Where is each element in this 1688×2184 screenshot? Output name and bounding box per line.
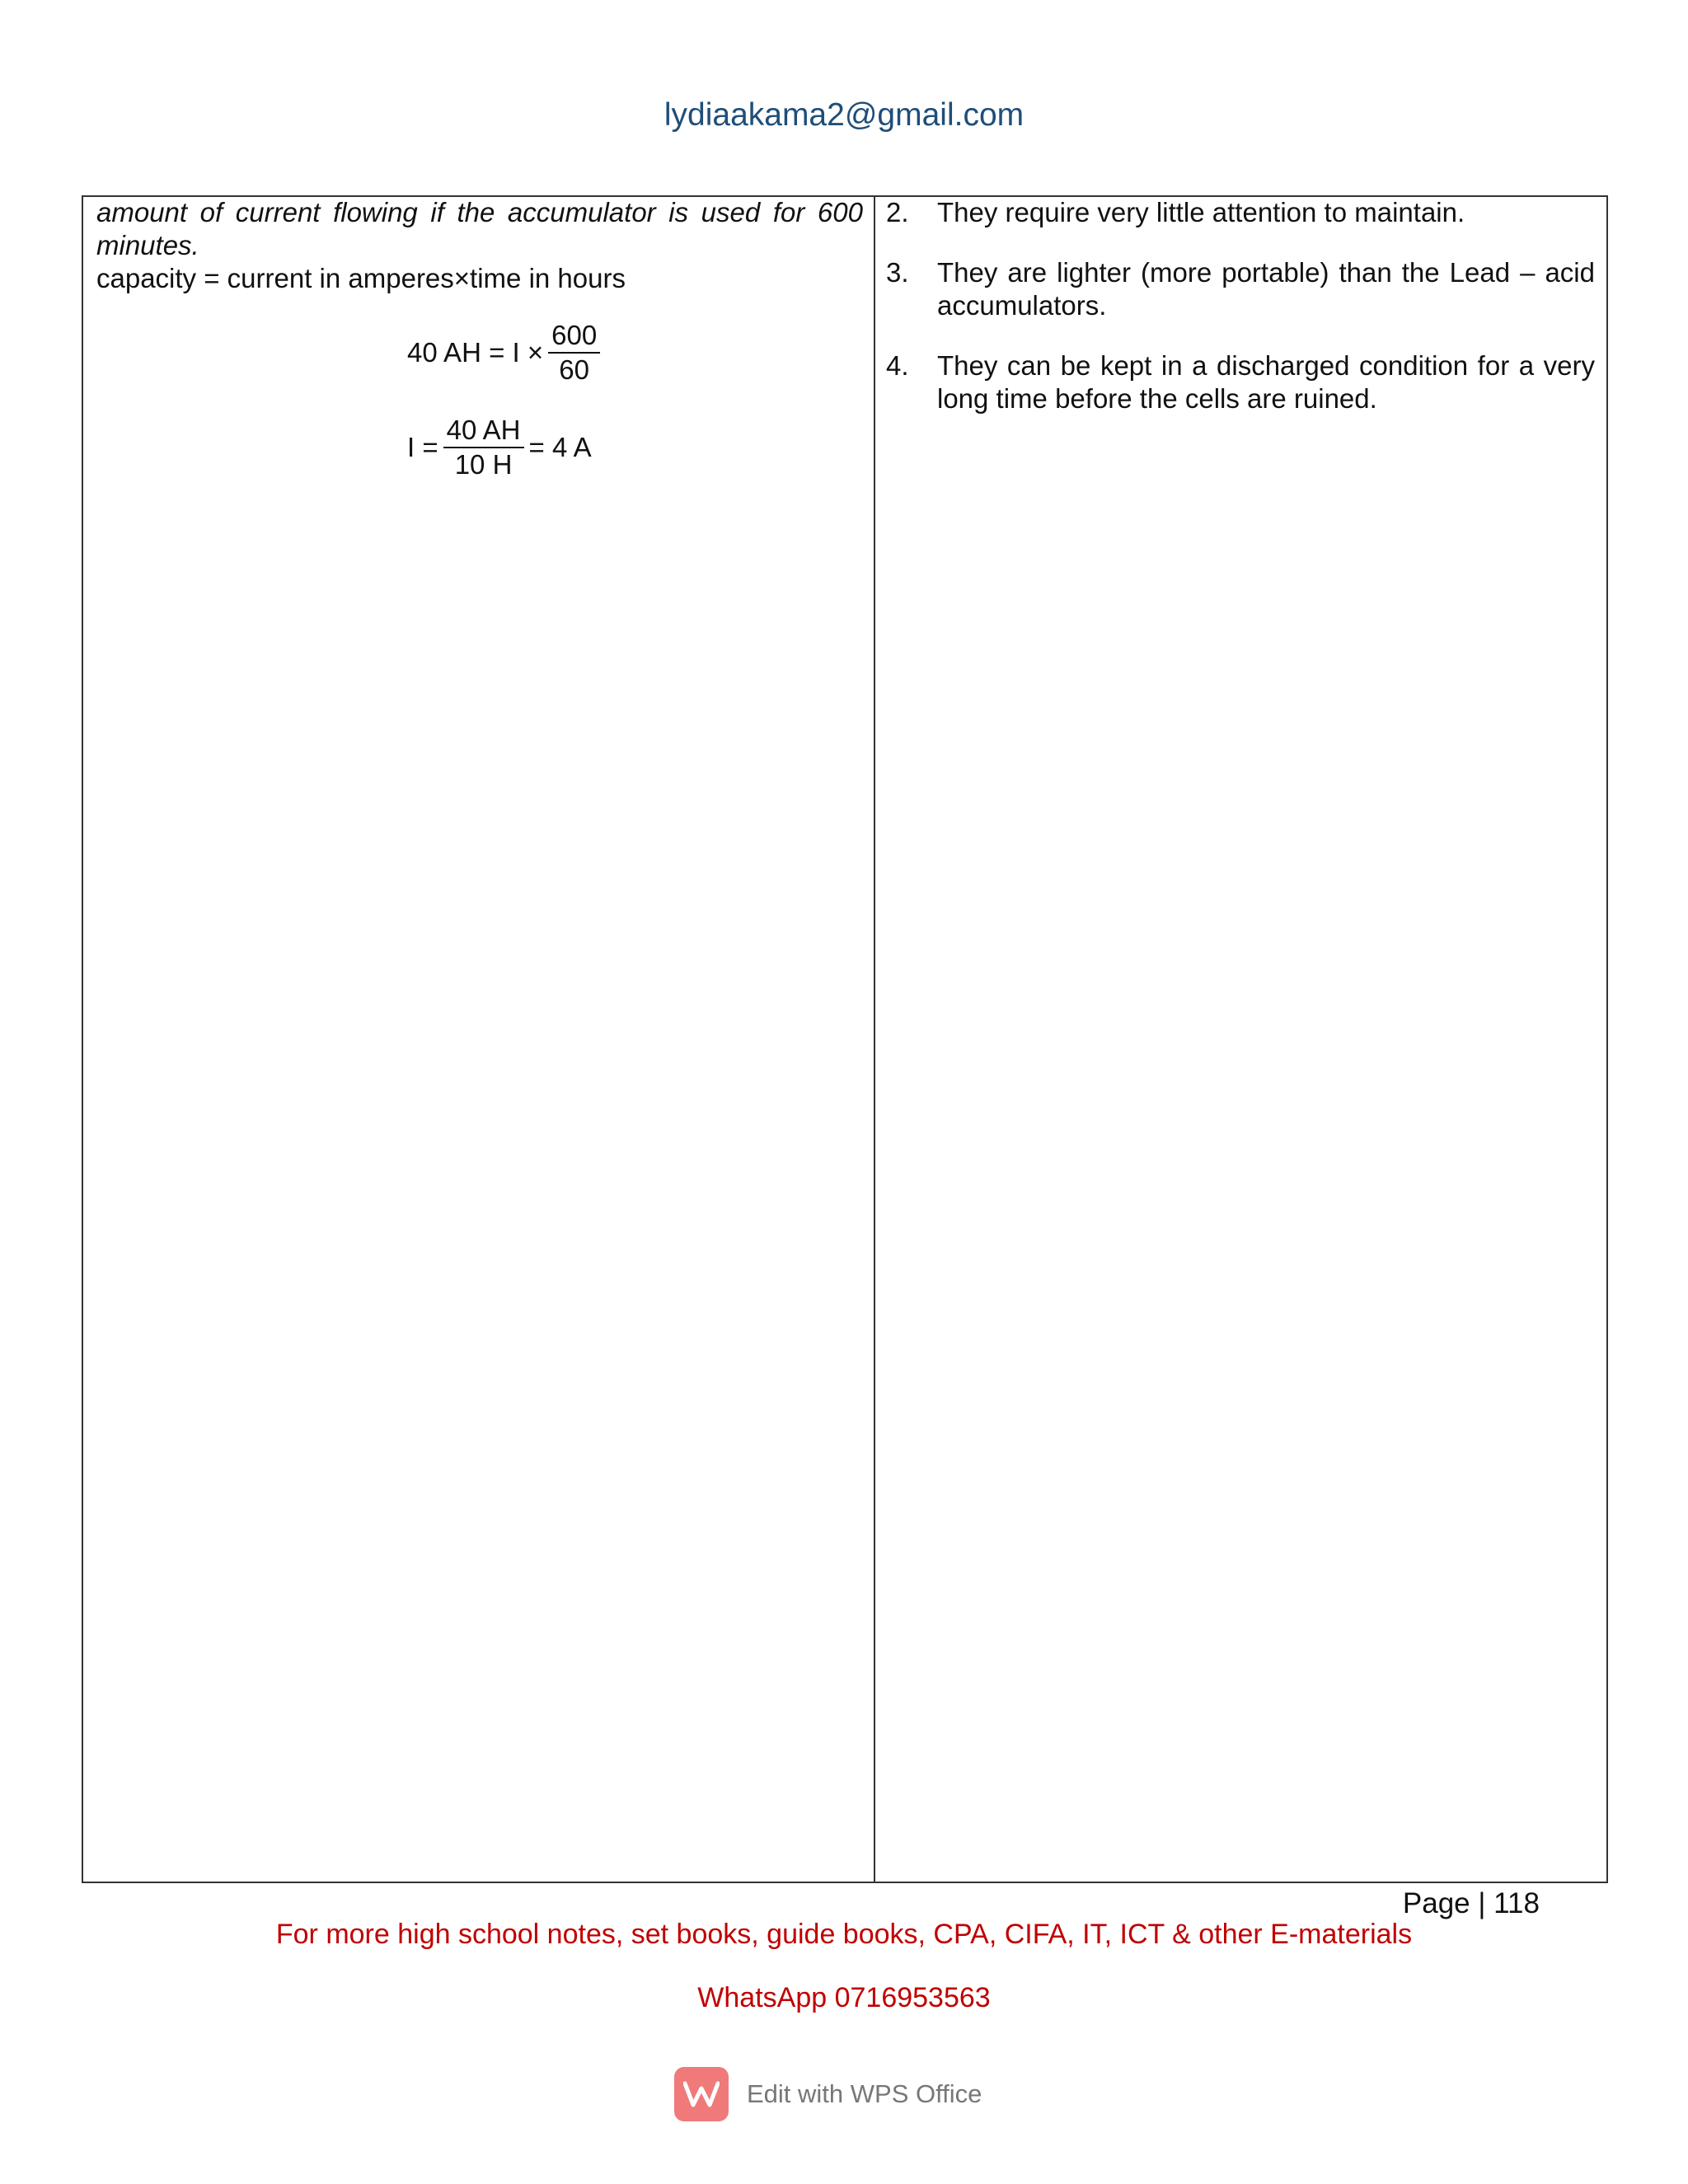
promo-line-whatsapp: WhatsApp 0716953563 <box>697 1982 991 2013</box>
equation-2-rhs: = 4 A <box>528 432 592 462</box>
list-item-text: They are lighter (more portable) than the Lead – acid accumulators. <box>937 257 1595 321</box>
table-frame <box>82 195 1608 1883</box>
promo-line-materials: For more high school notes, set books, guide books, CPA, CIFA, IT, ICT & other E-materials <box>275 1919 1413 1950</box>
list-item <box>886 349 1595 415</box>
equation-2-lhs: I = <box>407 432 438 462</box>
question-text: amount of current flowing if the accumulator is used for 600 minutes. <box>96 197 863 260</box>
equation-2 <box>407 414 592 481</box>
list-item <box>886 196 1595 229</box>
wps-logo-icon <box>674 2067 729 2121</box>
header-email: lydiaakama2@gmail.com <box>663 97 1025 133</box>
equation-1 <box>407 319 605 387</box>
equation-2-fraction <box>443 414 524 481</box>
wps-edit-label: Edit with WPS Office <box>747 2079 982 2108</box>
wps-edit-badge[interactable] <box>674 2067 982 2121</box>
list-item <box>886 256 1595 322</box>
list-item-number: 3. <box>886 257 909 288</box>
list-item-text: They require very little attention to maintain. <box>937 197 1465 227</box>
capacity-formula: capacity = current in amperes×time in hours <box>96 263 626 293</box>
equation-1-lhs: 40 AH = I × <box>407 337 544 368</box>
equation-1-numerator: 600 <box>548 319 600 354</box>
right-column <box>886 196 1595 443</box>
page-number: Page | 118 <box>1402 1887 1540 1919</box>
list-item-text: They can be kept in a discharged condition for a very long time before the cells are ruined. <box>937 350 1595 414</box>
equation-2-denominator: 10 H <box>454 449 513 480</box>
equation-1-fraction <box>548 319 600 387</box>
list-item-number: 2. <box>886 197 909 227</box>
column-divider <box>874 195 875 1883</box>
left-column <box>96 196 863 295</box>
equation-2-numerator: 40 AH <box>443 414 524 448</box>
equation-1-denominator: 60 <box>559 354 590 385</box>
list-item-number: 4. <box>886 350 909 381</box>
